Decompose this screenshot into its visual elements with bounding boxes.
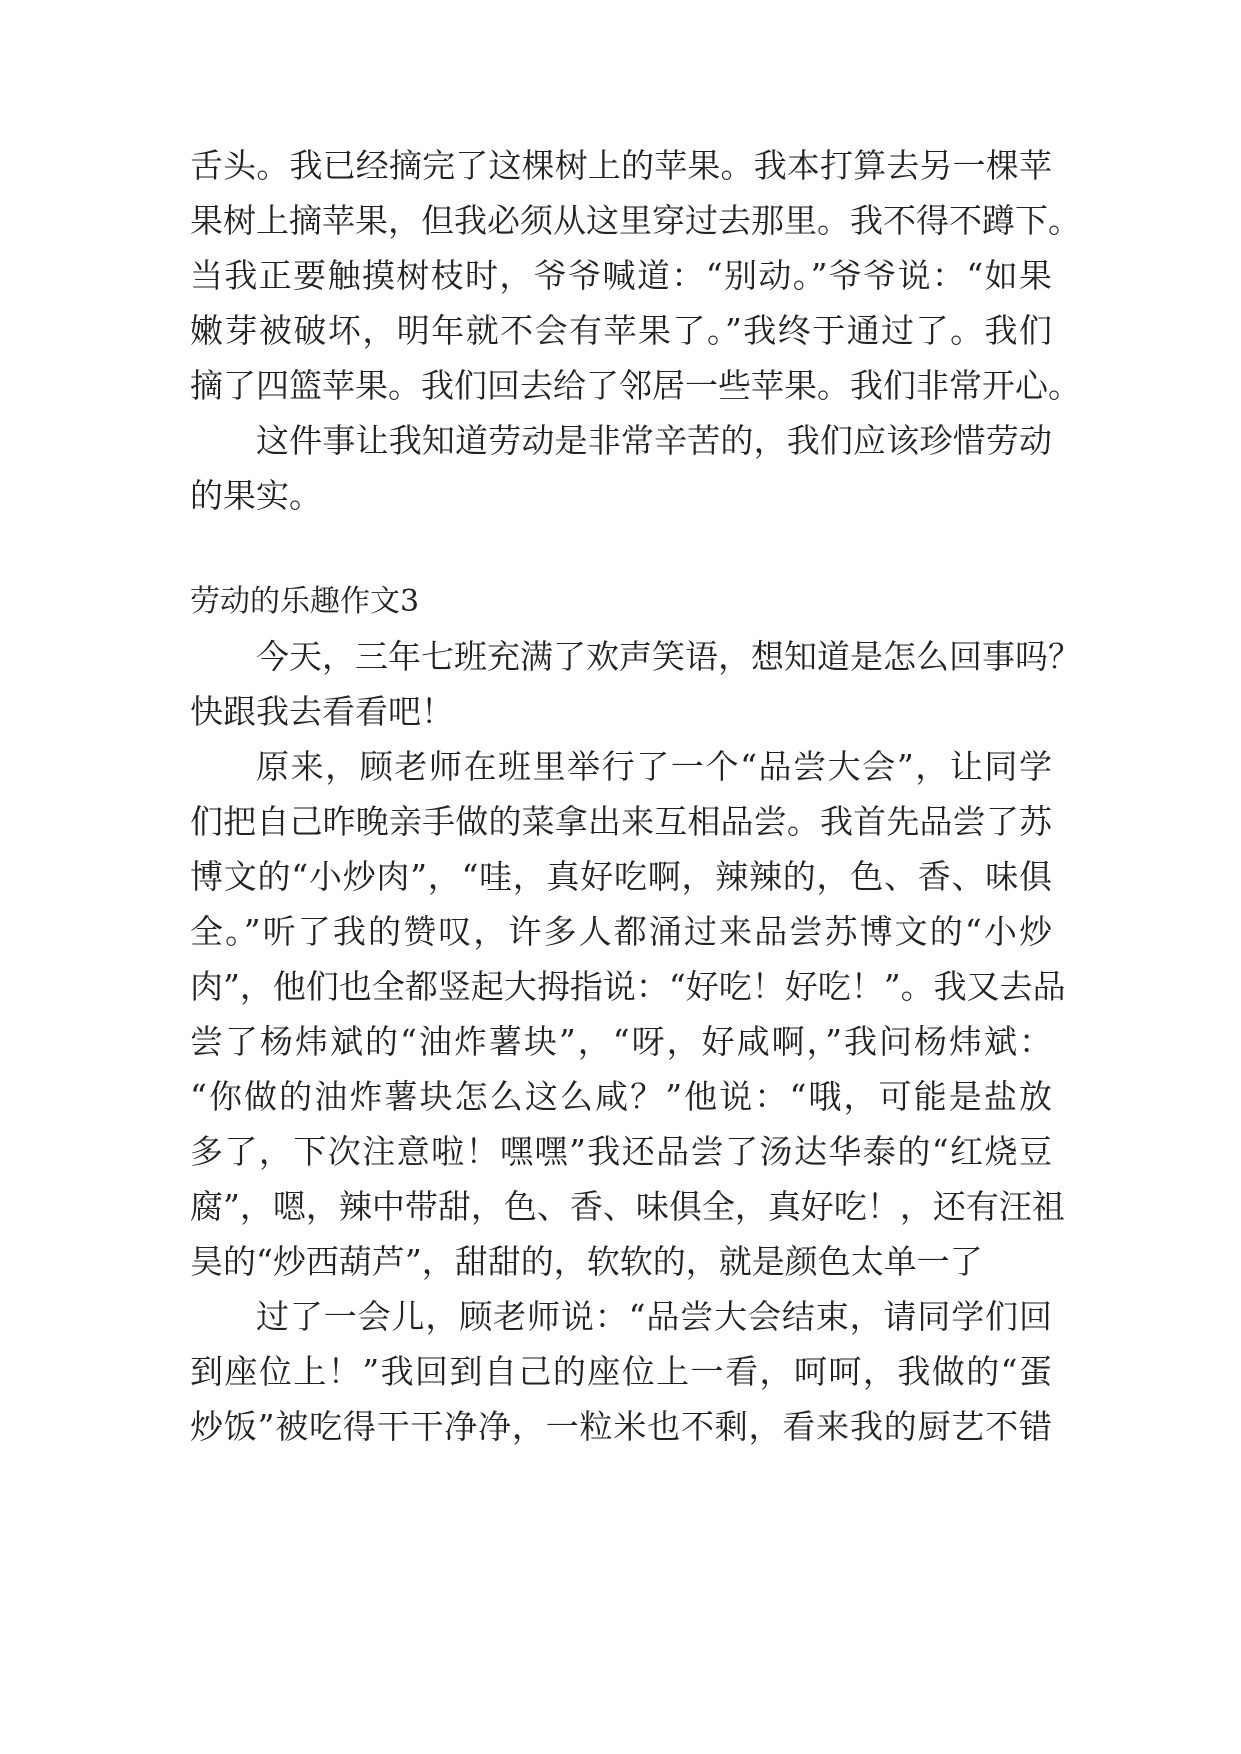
- text-line: 嫩芽被破坏，明年就不会有苹果了。”我终于通过了。我们: [190, 311, 1052, 350]
- text-line: 果树上摘苹果，但我必须从这里穿过去那里。我不得不蹲下。: [190, 201, 1081, 240]
- text-line: 摘了四篮苹果。我们回去给了邻居一些苹果。我们非常开心。: [190, 366, 1081, 405]
- section-heading: 劳动的乐趣作文3: [190, 584, 420, 619]
- text-line: 昊的“炒西葫芦”，甜甜的，软软的，就是颜色太单一了: [190, 1242, 983, 1281]
- text-line: 这件事让我知道劳动是非常辛苦的，我们应该珍惜劳动: [256, 421, 1052, 460]
- text-line: 过了一会儿，顾老师说：“品尝大会结束，请同学们回: [256, 1297, 1052, 1336]
- text-line: 全。”听了我的赞叹，许多人都涌过来品尝苏博文的“小炒: [190, 912, 1052, 951]
- text-line: 快跟我去看看吧！: [190, 692, 454, 731]
- text-line: 今天，三年七班充满了欢声笑语，想知道是怎么回事吗？: [256, 637, 1081, 676]
- text-line: 博文的“小炒肉”，“哇，真好吃啊，辣辣的，色、香、味俱: [190, 857, 1052, 896]
- text-line: 多了，下次注意啦！嘿嘿”我还品尝了汤达华泰的“红烧豆: [190, 1132, 1052, 1171]
- text-line: 们把自己昨晚亲手做的菜拿出来互相品尝。我首先品尝了苏: [190, 802, 1052, 841]
- text-line: 的果实。: [190, 476, 322, 515]
- text-line: 炒饭”被吃得干干净净，一粒米也不剩，看来我的厨艺不错: [190, 1407, 1052, 1446]
- text-line: 到座位上！”我回到自己的座位上一看，呵呵，我做的“蛋: [190, 1352, 1052, 1391]
- text-line: “你做的油炸薯块怎么这么咸？”他说：“哦，可能是盐放: [190, 1077, 1052, 1116]
- text-line: 肉”，他们也全都竖起大拇指说：“好吃！好吃！”。我又去品: [190, 967, 1066, 1006]
- text-line: 尝了杨炜斌的“油炸薯块”，“呀，好咸啊，”我问杨炜斌：: [190, 1022, 1052, 1061]
- text-line: 腐”，嗯，辣中带甜，色、香、味俱全，真好吃！，还有汪祖: [190, 1187, 1065, 1226]
- text-line: 当我正要触摸树枝时，爷爷喊道：“别动。”爷爷说：“如果: [190, 256, 1052, 295]
- text-line: 舌头。我已经摘完了这棵树上的苹果。我本打算去另一棵苹: [190, 146, 1052, 185]
- text-line: 原来，顾老师在班里举行了一个“品尝大会”，让同学: [256, 747, 1052, 786]
